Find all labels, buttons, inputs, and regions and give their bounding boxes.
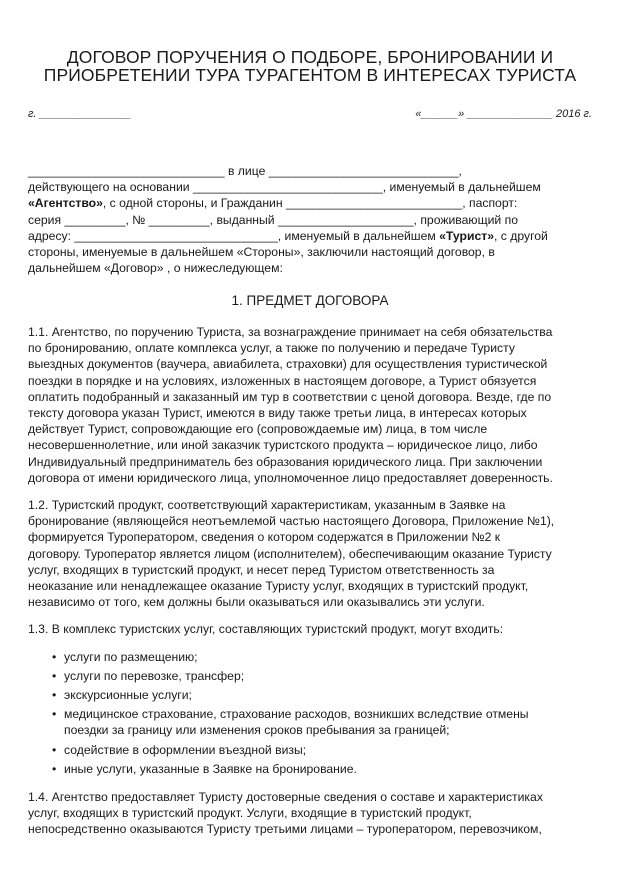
paragraph-1-3: 1.3. В комплекс туристских услуг, составляющих туристский продукт, могут входить:: [28, 622, 504, 637]
section-heading: 1. ПРЕДМЕТ ДОГОВОРА: [231, 293, 389, 308]
intro-line: серия _________, № _________, выданный ____________________, проживающий по: [28, 212, 518, 227]
bullet-icon: •: [52, 707, 57, 722]
intro-line: стороны, именуемые в дальнейшем «Стороны», заключили настоящий договор, в: [28, 245, 495, 260]
agency-term: «Агентство»: [28, 196, 103, 211]
city-field: г. _______________: [28, 108, 132, 120]
bullet-icon: •: [52, 688, 57, 703]
intro-line-text: адресу: ______________________________, именуемый в дальнейшем: [28, 228, 440, 243]
paragraph-1-4: 1.4. Агентство предоставляет Туристу достоверные сведения о составе и характеристиках услуг, входящих в туристский продукт. Услуги, входящие в туристский продукт, непосредственно оказываются Туристу третьими лицами – туроператором, перевозчиком,: [28, 790, 543, 837]
intro-line: [28, 228, 594, 244]
paragraph-1-1: 1.1. Агентство, по поручению Туриста, за вознаграждение принимает на себя обязательства по бронированию, оплате комплекса услуг, а также по получению и передаче Туристу выездных документов (ваучера, авиабилета, страховки) для осуществления туристической поездки в порядке и на условиях, изложенных в настоящем договоре, а Турист обязуется оплатить подобранный и заказанный им тур в соответствии с ценой договора. Везде, где по тексту договора указан Турист, имеются в виду также третьи лица, в интересах которых действует Турист, сопровождающие его (сопровождаемые им) лица, в том числе несовершеннолетние, или иной заказчик туристского продукта – юридическое лицо, либо Индивидуальный предприниматель без образования юридического лица. При заключении договора от имени юридического лица, уполномоченное лицо предоставляет доверенность.: [28, 325, 553, 485]
list-item: • содействие в оформлении въездной визы;: [52, 742, 307, 757]
list-item: • медицинское страхование, страхование расходов, возникших вследствие отмены поездки за границу или изменения сроков пребывания за границей;: [52, 707, 529, 738]
intro-line: [28, 195, 594, 211]
title-line-2: ПРИОБРЕТЕНИИ ТУРА ТУРАГЕНТОМ В ИНТЕРЕСАХ ТУРИСТА: [43, 65, 577, 85]
bullet-icon: •: [52, 649, 57, 664]
date-field: «______» ______________ 2016 г.: [415, 108, 592, 120]
bullet-icon: •: [52, 668, 57, 683]
place-date-row: [28, 108, 592, 124]
section-body: [28, 324, 594, 849]
services-list: [28, 649, 594, 777]
intro-line: дальнейшем «Договор» , о нижеследующем:: [28, 261, 283, 276]
list-item: • иные услуги, указанные в Заявке на бронирование.: [52, 761, 357, 776]
list-item: • услуги по размещению;: [52, 649, 198, 664]
list-item: • экскурсионные услуги;: [52, 688, 192, 703]
list-item: • услуги по перевозке, трансфер;: [52, 668, 245, 683]
title-line-1: ДОГОВОР ПОРУЧЕНИЯ О ПОДБОРЕ, БРОНИРОВАНИИ И: [66, 47, 554, 67]
parties-intro: [28, 163, 594, 276]
intro-line: _____________________________ в лице ____________________________,: [28, 164, 462, 178]
bullet-icon: •: [52, 761, 57, 776]
intro-line-text: , с одной стороны, и Гражданин __________________________, паспорт:: [102, 196, 518, 211]
intro-line-text: , с другой: [493, 228, 548, 243]
intro-line: действующего на основании ____________________________, именуемый в дальнейшем: [28, 180, 541, 195]
document-title: [20, 48, 600, 84]
bullet-icon: •: [52, 742, 57, 757]
paragraph-1-2: 1.2. Туристский продукт, соответствующий характеристикам, указанным в Заявке на бронирование (являющейся неотъемлемой частью настоящего Договора, Приложение №1), формируется Туроператором, сведения о котором содержатся в Приложении №2 к договору. Туроператор является лицом (исполнителем), обеспечивающим оказание Туристу услуг, входящих в туристский продукт, и несет перед Туристом ответственность за неоказание или ненадлежащее оказание Туристу услуг, входящих в туристский продукт, независимо от того, кем должны были оказываться или оказывались эти услуги.: [28, 498, 555, 610]
tourist-term: «Турист»: [439, 228, 494, 243]
